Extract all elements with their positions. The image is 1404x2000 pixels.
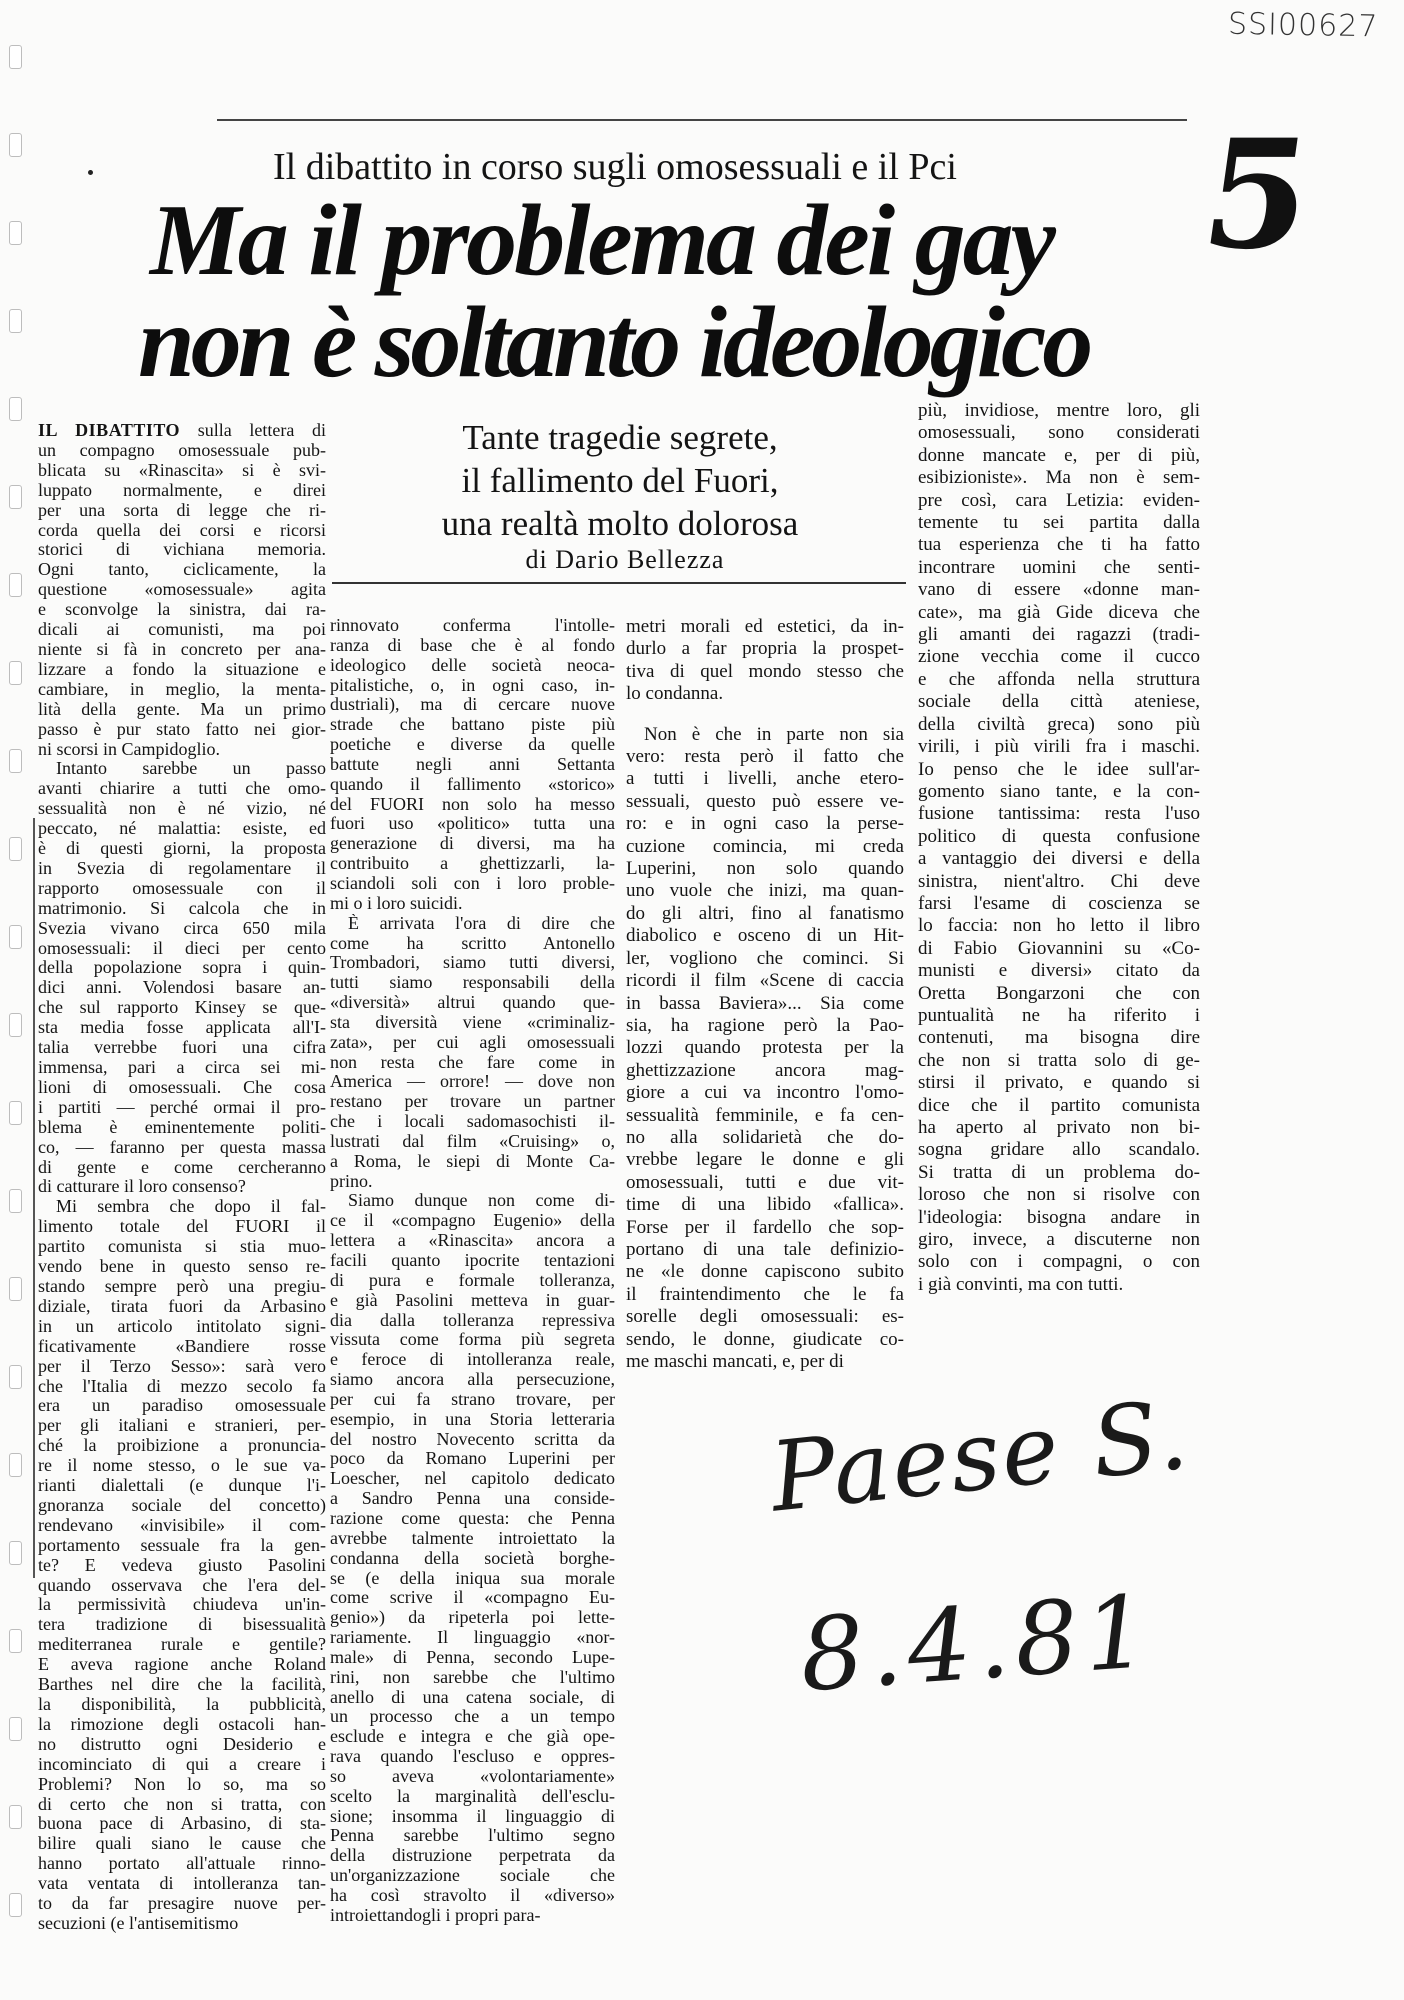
text-line: che i locali sadomasochisti il- <box>330 1112 615 1132</box>
text-line: in Svezia di regolamentare il <box>38 858 326 878</box>
text-line: cambiare, in meglio, la menta- <box>38 679 326 699</box>
text-line: in un articolo intitolato signi- <box>38 1316 326 1336</box>
subheadline <box>380 416 860 545</box>
text-line: Svezia vivano circa 650 mila <box>38 918 326 938</box>
text-line: temente tu sei partita dalla <box>918 512 1200 534</box>
text-line: lioni di omosessuali. Che cosa <box>38 1077 326 1097</box>
binder-hole <box>9 1893 22 1917</box>
text-line: rianti dialettali (e dunque l'i- <box>38 1476 326 1496</box>
text-line: della popolazione sopra i quin- <box>38 958 326 978</box>
text-line: per cui fa strano trovare, per <box>330 1389 615 1409</box>
text-line: un compagno omosessuale pub- <box>38 440 326 460</box>
text-line: America — orrore! — dove non <box>330 1072 615 1092</box>
binder-hole <box>9 1453 22 1477</box>
text-line: storici di vichiana memoria. <box>38 540 326 560</box>
text-line: sendo, le donne, giudicate co- <box>626 1328 904 1350</box>
text-line: gnoranza sociale del concetto) <box>38 1495 326 1515</box>
text-line: time di una libido «fallica». <box>626 1194 904 1216</box>
text-line: Trombadori, siamo tutti diversi, <box>330 953 615 973</box>
text-line: ce il «compagno Eugenio» della <box>330 1211 615 1231</box>
text-line: tutti siamo responsabili della <box>330 973 615 993</box>
handwritten-source: Paese S. <box>765 1378 1195 1534</box>
text-line: blicata su «Rinascita» si è svi- <box>38 460 326 480</box>
text-line <box>38 421 326 441</box>
text-line: pre così, cara Letizia: eviden- <box>918 489 1200 511</box>
text-line: dustriali), ma di cercare nuove <box>330 695 615 715</box>
text-line: portamento sessuale fra la gen- <box>38 1535 326 1555</box>
text-line: della civiltà greca) sono più <box>918 713 1200 735</box>
text-line: ideologico delle società neoca- <box>330 655 615 675</box>
text-line: poco da Romano Luperini per <box>330 1449 615 1469</box>
text-line: sessualità non è né vizio, né <box>38 799 326 819</box>
text-line: siamo ancora alla persecuzione, <box>330 1370 615 1390</box>
text-line: sogna gridare allo scandalo. <box>918 1139 1200 1161</box>
text-line: solo con i compagni, o con <box>918 1251 1200 1273</box>
text-line: me maschi mancati, e, per di <box>626 1351 844 1372</box>
top-rule <box>217 119 1187 121</box>
text-line: zione vecchia come il cucco <box>918 646 1200 668</box>
text-line: omosessuali: il dieci per cento <box>38 938 326 958</box>
text-line: incontrare uomini che senti- <box>918 556 1200 578</box>
text-line: quando osservava che l'era del- <box>38 1575 326 1595</box>
handwritten-page-mark: 5 <box>1192 107 1322 283</box>
text-line: generazione di diversi, ma ha <box>330 834 615 854</box>
text-line: do gli altri, fino al fanatismo <box>626 902 904 924</box>
binder-hole <box>9 1365 22 1389</box>
text-line: donne mancate e, per di più, <box>918 444 1200 466</box>
binder-hole <box>9 1541 22 1565</box>
text-line: vata ventata di intolleranza tan- <box>38 1874 326 1894</box>
text-line: questione «omosessuale» agita <box>38 580 326 600</box>
text-line: contenuti, ma bisogna dire <box>918 1027 1200 1049</box>
text-line: giro, invece, a discuterne non <box>918 1229 1200 1251</box>
text-line: condanna della società borghe- <box>330 1548 615 1568</box>
text-line: Loescher, nel capitolo dedicato <box>330 1469 615 1489</box>
text-line: vrebbe legare le donne e gli <box>626 1149 904 1171</box>
text-line: rapporto omosessuale con il <box>38 878 326 898</box>
text-line: e feroce di intolleranza reale, <box>330 1350 615 1370</box>
text-line: esempio, in una Storia letteraria <box>330 1409 615 1429</box>
text-line: loroso che non si risolve con <box>918 1184 1200 1206</box>
text-line: stando sempre però una pregiu- <box>38 1276 326 1296</box>
text-line: di catturare il loro consenso? <box>38 1177 246 1197</box>
column-margin-line <box>33 818 35 1578</box>
text-line: per una sorta di legge che ri- <box>38 500 326 520</box>
text-line: a tutti i livelli, anche etero- <box>626 768 904 790</box>
text-line: tera tradizione di bisessualità <box>38 1615 326 1635</box>
text-line: che l'Italia di mezzo secolo fa <box>38 1376 326 1396</box>
text-line: la rimozione degli ostacoli han- <box>38 1714 326 1734</box>
text-line: limento totale del FUORI il <box>38 1217 326 1237</box>
text-line: diabolico e osceno di un Hit- <box>626 925 904 947</box>
text-line: quando il fallimento «storico» <box>330 774 615 794</box>
text-line: partito comunista si stia muo- <box>38 1237 326 1257</box>
text-line: Ogni tanto, ciclicamente, la <box>38 560 326 580</box>
text-line: rendevano «invisibile» il com- <box>38 1515 326 1535</box>
text-line: diziale, tirata fuori da Arbasino <box>38 1296 326 1316</box>
text-line: corda quella dei corsi e ricorsi <box>38 520 326 540</box>
text-line: bilire quali siano le cause che <box>38 1834 326 1854</box>
text-line: Intanto sarebbe un passo <box>56 759 326 779</box>
byline: di Dario Bellezza <box>525 545 725 574</box>
text-line: È arrivata l'ora di dire che <box>348 913 615 933</box>
text-line: i già convinti, ma con tutti. <box>918 1273 1124 1295</box>
text-line: rinnovato conferma l'intolle- <box>330 616 615 635</box>
text-line: battute negli anni Settanta <box>330 754 615 774</box>
text-line: per gli italiani e stranieri, per- <box>38 1416 326 1436</box>
text-line: gli amanti dei ragazzi (tradi- <box>918 624 1200 646</box>
lead-words: IL DIBATTITO <box>38 421 181 440</box>
text-line: di gente e come cercheranno <box>38 1157 326 1177</box>
text-line: «diversità» altrui quando que- <box>330 993 615 1013</box>
text-line: ché la proibizione a pronuncia- <box>38 1436 326 1456</box>
text-line: ghettizzazione ancora mag- <box>626 1059 904 1081</box>
text-line: blema è eminentemente politi- <box>38 1117 326 1137</box>
text-line: sorelle degli omosessuali: es- <box>626 1306 904 1328</box>
text-line: restano per trovare un partner <box>330 1092 615 1112</box>
text-line: razione come questa: che Penna <box>330 1508 615 1528</box>
text-line: lità della gente. Ma un primo <box>38 699 326 719</box>
text-line: sessuali, questo può essere ve- <box>626 790 904 812</box>
text-line: buona pace di Arbasino, di sta- <box>38 1814 326 1834</box>
text-line: per il Terzo Sesso»: sarà vero <box>38 1356 326 1376</box>
article-column-4 <box>918 400 1200 1296</box>
binder-hole <box>9 573 22 597</box>
text-line: è di questi giorni, la proposta <box>38 839 326 859</box>
text-line: gomento siano tante, e la con- <box>918 780 1200 802</box>
text-line: strade che battano piste più <box>330 715 615 735</box>
text-line: scelto la marginalità dell'esclu- <box>330 1786 615 1806</box>
text-line: che non si tratta solo di ge- <box>918 1049 1200 1071</box>
text-line: matrimonio. Si calcola che in <box>38 898 326 918</box>
text-line: era un paradiso omosessuale <box>38 1396 326 1416</box>
text-line: to da far presagire nuove per- <box>38 1894 326 1914</box>
text-line: contribuito a ghettizzarli, la- <box>330 854 615 874</box>
text-line: vendo bene in questo senso re- <box>38 1257 326 1277</box>
text-line: ha così stravolto il «diverso» <box>330 1886 615 1905</box>
text-line: ne «le donne capiscono subito <box>626 1261 904 1283</box>
text-line: so aveva «volontariamente» <box>330 1766 615 1786</box>
text-line: uno vuole che inizi, ma quan- <box>626 880 904 902</box>
text-line: fuori uso «politico» tutta una <box>330 814 615 834</box>
text-line: il fraintendimento che le fa <box>626 1283 904 1305</box>
text-line: dice che il partito comunista <box>918 1094 1200 1116</box>
text-line: e che affonda nella struttura <box>918 668 1200 690</box>
text-line: di pura e formale tolleranza, <box>330 1270 615 1290</box>
text-line: cate», ma già Gide diceva che <box>918 601 1200 623</box>
text-line: come ha scritto Antonello <box>330 933 615 953</box>
text-line: fusione tantissima: resta l'uso <box>918 803 1200 825</box>
binder-hole <box>9 749 22 773</box>
text-line: ni scorsi in Campidoglio. <box>38 739 220 759</box>
text-line: passo è pur stato fatto nei gior- <box>38 719 326 739</box>
text-line: incominciato di qui a creare i <box>38 1754 326 1774</box>
text-line: sinistra, nient'altro. Chi deve <box>918 870 1200 892</box>
text-line: luppato normalmente, e direi <box>38 480 326 500</box>
text-line: omosessuali, tutti e due vit- <box>626 1171 904 1193</box>
text-line: portano di una tale definizio- <box>626 1238 904 1260</box>
kicker: Il dibattito in corso sugli omosessuali e il Pci <box>273 146 957 188</box>
text-line: lo condanna. <box>626 683 724 705</box>
text-line: genio») da ripeterla poi lette- <box>330 1608 615 1628</box>
text-line: niente si fà in concreto per ana- <box>38 639 326 659</box>
text-line: lizzare a fondo la situazione e <box>38 659 326 679</box>
text-line: Luperini, non solo quando <box>626 858 904 880</box>
headline-line-1: Ma il problema dei gay <box>150 184 1053 297</box>
text-line: poetiche e diverse da quelle <box>330 735 615 755</box>
text-line: sta media fosse applicata all'I- <box>38 1018 326 1038</box>
text-line: Barthes nel dire che la facilità, <box>38 1675 326 1695</box>
text-line: immensa, pari a circa sei mi- <box>38 1058 326 1077</box>
text-line: no distrutto ogni Desiderio e <box>38 1734 326 1754</box>
text-line: esibizioniste». Ma non è sem- <box>918 467 1200 489</box>
handwritten-date: 8.4.81 <box>796 1572 1158 1715</box>
text-line: no alla solidarietà che do- <box>626 1126 904 1148</box>
text-line: munisti e diversi» citato da <box>918 960 1200 982</box>
text-line: Penna sarebbe l'ultimo segno <box>330 1826 615 1846</box>
binder-hole <box>9 1013 22 1037</box>
text-line: a vantaggio dei diversi e della <box>918 848 1200 870</box>
text-line: anello di una catena sociale, di <box>330 1687 615 1707</box>
text-line: un'organizzazione sociale che <box>330 1866 615 1886</box>
text-line: virili, i più virili fra i maschi. <box>918 736 1200 758</box>
text-line: Mi sembra che dopo il fal- <box>56 1197 326 1217</box>
text-line: introiettandogli i propri para- <box>330 1905 541 1925</box>
text-line: sociale della città ateniese, <box>918 691 1200 713</box>
text-line: come scrive il «compagno Eu- <box>330 1588 615 1608</box>
text-line: di Fabio Giovannini su «Co- <box>918 937 1200 959</box>
text-line: in bassa Baviera»... Sia come <box>626 992 904 1014</box>
text-line: Problemi? Non lo so, ma so <box>38 1774 326 1794</box>
text-line: vissuta come forma più segreta <box>330 1330 615 1350</box>
binder-hole <box>9 133 22 157</box>
binder-hole <box>9 1277 22 1301</box>
text-line: del FUORI non solo ha messo <box>330 794 615 814</box>
subhead-line: Tante tragedie segrete, <box>462 418 778 457</box>
text-line: che sul rapporto Kinsey se que- <box>38 998 326 1018</box>
text-line: hanno portato all'attuale rinno- <box>38 1854 326 1874</box>
text-line: rariamente. Il linguaggio «nor- <box>330 1628 615 1648</box>
binder-hole <box>9 1101 22 1125</box>
binder-hole <box>9 1189 22 1213</box>
text-line: farsi l'esame di coscienza se <box>918 892 1200 914</box>
text-line: a Roma, le siepi di Monte Ca- <box>330 1151 615 1171</box>
text-line: ricordi il film «Scene di caccia <box>626 970 904 992</box>
text-line: male» di Penna, secondo Lupe- <box>330 1647 615 1667</box>
text-line: del nostro Novecento scritta da <box>330 1429 615 1449</box>
text-line: ha aperto al privato non bi- <box>918 1117 1200 1138</box>
binder-hole <box>9 485 22 509</box>
binder-hole <box>9 1805 22 1829</box>
text-line: prino. <box>330 1171 373 1191</box>
article-column-1 <box>38 421 326 1934</box>
text-line: di certo che non si tratta, con <box>38 1794 326 1814</box>
text-line: Oretta Bongarzoni che con <box>918 982 1200 1004</box>
text-line: cuzione comincia, mi creda <box>626 835 904 857</box>
text-line: se (e della iniqua sua morale <box>330 1568 615 1588</box>
text-line: tua esperienza che ti ha fatto <box>918 534 1200 556</box>
text-line: e sconvolge la sinistra, dai ra- <box>38 600 326 620</box>
text-line: non resta che fare come in <box>330 1052 615 1072</box>
text-line: metri morali ed estetici, da in- <box>626 616 904 637</box>
text-line: a Sandro Penna una conside- <box>330 1489 615 1509</box>
text-line: lo faccia: non ho letto il libro <box>918 915 1200 937</box>
text-line: la permissività chiudeva un'in- <box>38 1595 326 1615</box>
text-line: della distruzione perpetrata da <box>330 1846 615 1866</box>
paragraph-gap <box>626 706 904 724</box>
text-line: co, — faranno per questa massa <box>38 1137 326 1157</box>
text-line: politico di questa confusione <box>918 825 1200 847</box>
text-line: dici anni. Volendosi basare an- <box>38 978 326 998</box>
text-line: lettera a «Rinascita» ancora a <box>330 1231 615 1251</box>
binder-hole <box>9 1717 22 1741</box>
text-line: dicali ai comunisti, ma poi <box>38 620 326 640</box>
text-line: puntualità ne ha riferito i <box>918 1004 1200 1026</box>
text-line: la disponibilità, la pubblicità, <box>38 1695 326 1714</box>
text-line: E aveva ragione anche Roland <box>38 1655 326 1675</box>
text-line: sessualità femminile, e fa cen- <box>626 1104 904 1126</box>
archive-stamp: SSI00627 <box>1227 6 1379 45</box>
lead-line-rest: sulla lettera di <box>197 421 326 440</box>
text-line: re il nome stesso, o le sue va- <box>38 1456 326 1476</box>
text-line: i partiti — perché ormai il pro- <box>38 1097 326 1117</box>
binder-hole <box>9 397 22 421</box>
text-line: un processo che a un tempo <box>330 1707 615 1727</box>
text-line: peccato, né malattia: esiste, ed <box>38 819 326 839</box>
text-line: ro: e in ogni caso la perse- <box>626 813 904 835</box>
text-line: durlo a far propria la prospet- <box>626 638 904 660</box>
binder-hole <box>9 1629 22 1653</box>
text-line: avrebbe talmente introiettato la <box>330 1528 615 1548</box>
text-line: vero: resta però il fatto che <box>626 746 904 768</box>
text-line: lustrati dal film «Cruising» o, <box>330 1131 615 1151</box>
text-line: rava quando l'escluso e oppres- <box>330 1747 615 1767</box>
text-line: stirsi il privato, e quando si <box>918 1072 1200 1094</box>
text-line: sta diversità viene «criminaliz- <box>330 1012 615 1032</box>
text-line: pitalistiche, o, in ogni caso, in- <box>330 675 615 695</box>
subhead-line: il fallimento del Fuori, <box>461 461 779 500</box>
article-column-3 <box>626 616 904 1373</box>
text-line: sione; insomma il linguaggio di <box>330 1806 615 1826</box>
text-line: Si tratta di un problema do- <box>918 1161 1200 1183</box>
text-line: esclude e integra e che già ope- <box>330 1727 615 1747</box>
text-line: Io penso che le idee sull'ar- <box>918 758 1200 780</box>
text-line: Forse per il fardello che sop- <box>626 1216 904 1238</box>
binder-hole <box>9 221 22 245</box>
text-line: tiva di quel mondo stesso che <box>626 660 904 682</box>
text-line: ler, vogliono che cominci. Si <box>626 947 904 969</box>
binder-hole <box>9 837 22 861</box>
text-line: vano di essere «donne man- <box>918 579 1200 601</box>
binder-hole <box>9 661 22 685</box>
text-line: giore a cui va incontro l'omo- <box>626 1082 904 1104</box>
text-line: secuzioni (e l'antisemitismo <box>38 1913 239 1933</box>
article-column-2 <box>330 616 615 1926</box>
text-line: talia verrebbe fuori una cifra <box>38 1038 326 1058</box>
text-line: l'ideologia: bisogna andare in <box>918 1206 1200 1228</box>
text-line: e già Pasolini metteva in guar- <box>330 1290 615 1310</box>
binder-hole <box>9 309 22 333</box>
text-line: lozzi quando protesta per la <box>626 1037 904 1059</box>
binder-hole <box>9 45 22 69</box>
text-line: mi o i loro suicidi. <box>330 893 463 913</box>
byline-rule <box>332 582 906 584</box>
text-line: dia dalla tolleranza repressiva <box>330 1310 615 1330</box>
text-line: omosessuali, sono considerati <box>918 422 1200 444</box>
text-line: ranza di base che è al fondo <box>330 635 615 655</box>
text-line: te? E vedeva giusto Pasolini <box>38 1555 326 1575</box>
text-line: sia, ha ragione però la Pao- <box>626 1014 904 1036</box>
text-line: zata», per cui agli omosessuali <box>330 1032 615 1052</box>
text-line: sciandoli soli con i loro proble- <box>330 873 615 893</box>
text-line: rini, non sarebbe che l'ultimo <box>330 1667 615 1687</box>
text-line: Non è che in parte non sia <box>644 723 904 745</box>
text-line: ficativamente «Bandiere rosse <box>38 1336 326 1356</box>
text-line: mediterranea rurale e gentile? <box>38 1635 326 1655</box>
subhead-line: una realtà molto dolorosa <box>441 504 799 543</box>
text-line: avanti chiarire a tutti che omo- <box>38 779 326 799</box>
bullet-dot <box>88 170 93 175</box>
text-line: facili quanto ipocrite tentazioni <box>330 1251 615 1270</box>
binder-hole <box>9 925 22 949</box>
headline-line-2: non è soltanto ideologico <box>138 286 1090 399</box>
text-line: più, invidiose, mentre loro, gli <box>918 400 1200 421</box>
text-line: Siamo dunque non come di- <box>348 1191 615 1211</box>
